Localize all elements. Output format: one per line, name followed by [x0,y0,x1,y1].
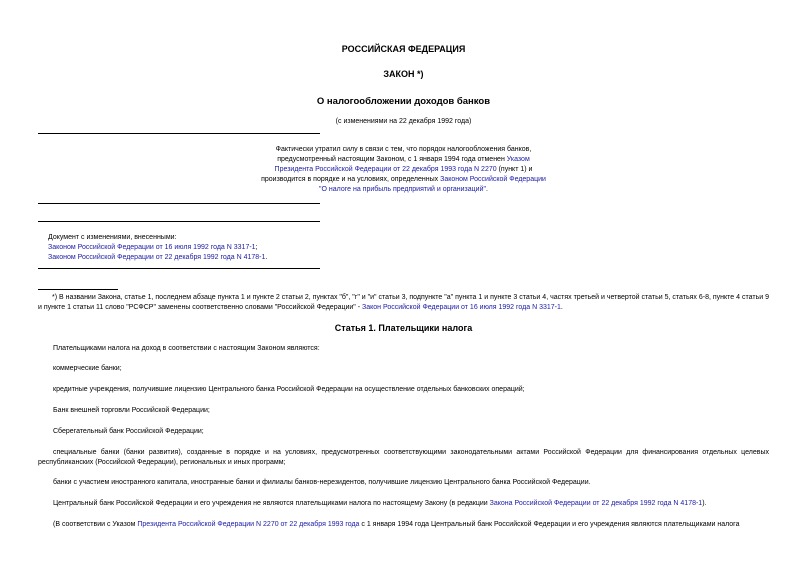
list-item: специальные банки (банки развития), созданные в порядке и на условиях, предусмотренных соответствующими законодательными актами Российской Федерации для финансирования отдельных целевых республиканских (Российской Федерации), региональных и иных программ; [38,449,769,466]
list-item: коммерческие банки; [53,365,122,372]
list-item: банки с участием иностранного капитала, иностранные банки и филиалы банков-нерезидентов, получившие лицензию Центрального банка Российской Федерации. [53,479,591,486]
amendments-label: Документ с изменениями, внесенными: [48,234,177,241]
notice-line: Президента Российской Федерации от 22 декабря 1993 года N 2270 (пункт 1) и [274,166,533,173]
notice-line: предусмотренный настоящим Законом, с 1 января 1994 года отменен Указом [277,156,530,163]
revision-note: (с изменениями на 22 декабря 1992 года) [335,118,472,125]
decree-2270-link[interactable]: Президента Российской Федерации N 2270 от 22 декабря 1993 года [137,521,360,528]
amendments-block [48,233,348,263]
divider [38,221,320,222]
footnote-link[interactable]: Закон Российской Федерации от 16 июля 1992 года N 3317-1 [362,304,561,311]
central-bank-clause: Центральный банк Российской Федерации и его учреждения не являются плательщиками налога по настоящему Закону (в редакции Закона Российской Федерации от 22 декабря 1992 года N 4178-1). [53,500,707,507]
article-heading: Статья 1. Плательщики налога [334,323,473,333]
divider [38,203,320,204]
footnote-divider [38,289,118,290]
divider [38,268,320,269]
cb-amendment-link[interactable]: Закона Российской Федерации от 22 декабря 1992 года N 4178-1 [489,500,703,507]
amendment-item: Законом Российской Федерации от 22 декабря 1992 года N 4178-1. [48,254,268,261]
list-item: кредитные учреждения, получившие лицензию Центрального банка Российской Федерации на осуществление отдельных банковских операций; [53,386,525,393]
decree-link[interactable]: Указом [506,156,530,163]
tax-law-link[interactable]: Законом Российской Федерации [440,176,546,183]
notice-line: производится в порядке и на условиях, определенных Законом Российской Федерации [261,176,546,183]
article-intro: Плательщиками налога на доход в соответствии с настоящим Законом являются: [53,345,320,352]
decree-link-cont[interactable]: Президента Российской Федерации от 22 декабря 1993 года N 2270 [274,166,497,173]
notice-line: "О налоге на прибыль предприятий и организаций". [319,186,488,193]
notice-block [160,145,647,195]
page-title: О налогообложении доходов банков [316,96,491,107]
list-item: Банк внешней торговли Российской Федерации; [53,407,210,414]
footnote: *) В названии Закона, статье 1, последнем абзаце пункта 1 и пункте 2 статьи 2, пунктах "б", "г" и "и" статьи 3, подпункте "а" пункта 1 и пункте 3 статьи 4, частях третьей и четвертой статьи 5, статьях 6-8, пункте 4 статьи 9 и пункте 1 статьи 11 слово "РСФСР" заменены соответственно словами "Российской Федерации" - Закон Российской Федерации от 16 июля 1992 года N 3317-1. [38,294,769,311]
list-item: Сберегательный банк Российской Федерации; [53,428,204,435]
doc-type-heading: ЗАКОН *) [383,69,424,79]
tax-law-link-cont[interactable]: "О налоге на прибыль предприятий и организаций" [319,186,486,193]
amendment-item: Законом Российской Федерации от 16 июля 1992 года N 3317-1; [48,244,258,251]
divider [38,133,320,134]
amendment-link-1[interactable]: Законом Российской Федерации от 16 июля 1992 года N 3317-1 [48,244,256,251]
decree-note: (В соответствии с Указом Президента Российской Федерации N 2270 от 22 декабря 1993 года с 1 января 1994 года Центральный банк Российской Федерации и его учреждения являются плательщиками налога [53,521,740,528]
amendment-link-2[interactable]: Законом Российской Федерации от 22 декабря 1992 года N 4178-1 [48,254,266,261]
notice-line: Фактически утратил силу в связи с тем, что порядок налогообложения банков, [275,146,532,153]
country-heading: РОССИЙСКАЯ ФЕДЕРАЦИЯ [341,44,466,54]
